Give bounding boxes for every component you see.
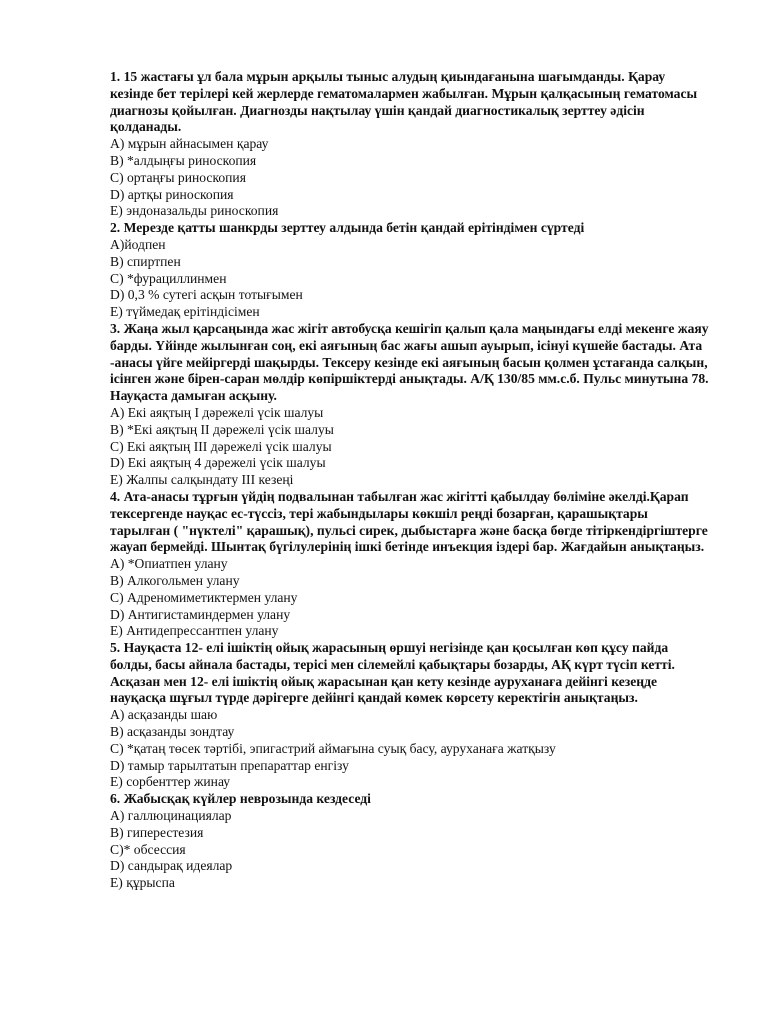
answer-option: С) ортаңғы риноскопия <box>110 169 246 185</box>
answer-option: В) *алдыңғы риноскопия <box>110 152 257 168</box>
answer-option: А)йодпен <box>110 236 166 252</box>
question-block-1 <box>110 69 710 220</box>
answer-option: D) 0,3 % сутегі асқын тотығымен <box>110 287 303 303</box>
answer-option: Е) құрыспа <box>110 875 175 891</box>
question-text: 6. Жабысқақ күйлер неврозында кездеседі <box>110 791 371 807</box>
answer-option: D) артқы риноскопия <box>110 186 234 202</box>
answer-option: D) сандырақ идеялар <box>110 858 233 874</box>
answer-option: Е) Жалпы салқындату III кезеңі <box>110 472 294 488</box>
answer-option: Е) сорбенттер жинау <box>110 774 231 790</box>
answer-option: А) асқазанды шаю <box>110 707 218 723</box>
answer-option: А) *Опиатпен улану <box>110 556 228 572</box>
answer-option: С) Екі аяқтың III дәрежелі үсік шалуы <box>110 438 332 454</box>
answer-option: В) *Екі аяқтың II дәрежелі үсік шалуы <box>110 421 334 437</box>
answer-option: D) Екі аяқтың 4 дәрежелі үсік шалуы <box>110 455 326 471</box>
answer-option: В) гиперестезия <box>110 824 204 840</box>
answer-option: С) *қатаң төсек тәртібі, эпигастрий аймағына суық басу, ауруханаға жатқызу <box>110 740 556 756</box>
answer-option: D) тамыр тарылтатын препараттар енгізу <box>110 757 349 773</box>
question-block-4 <box>110 489 710 640</box>
question-block-3 <box>110 321 710 489</box>
answer-option: В) асқазанды зондтау <box>110 724 235 740</box>
question-block-5 <box>110 640 710 791</box>
test-questions <box>110 69 710 892</box>
answer-option: D) Антигистаминдермен улану <box>110 606 291 622</box>
answer-option: В) спиртпен <box>110 253 181 269</box>
answer-option: С)* обсессия <box>110 841 186 857</box>
answer-option: С) *фурациллинмен <box>110 270 227 286</box>
answer-option: Е) түймедақ ерітіндісімен <box>110 304 260 320</box>
question-text: 4. Ата-анасы тұрғын үйдің подвалынан табылған жас жігітті қабылдау бөліміне әкелді.Қарап тексергенде науқас ес-түссіз, тері жабындылары көкшіл реңді бозарған, қарашықтары тарылған ( "нүктелі" қарашық), пульсі сирек, дыбыстарға және басқа бөгде тітіркендіргіштерге жауап бермейді. Шынтақ бүгілулерінің ішкі бетінде инъекция іздері бар. Жағдайын анықтаңыз. <box>110 488 708 555</box>
question-block-6 <box>110 791 710 892</box>
answer-option: А) Екі аяқтың I дәрежелі үсік шалуы <box>110 404 324 420</box>
question-text: 5. Науқаста 12- елі ішіктің ойық жарасының өршуі негізінде қан қосылған көп құсу пайда болды, басы айнала бастады, терісі мен сілемейлі қабықтары бозарды, АҚ күрт түсіп кетті. Асқазан мен 12- елі ішіктің ойық жарасынан қан кету кезінде ауруханаға дейінгі кезеңде науқасқа шұғыл түрде дәрігерге дейінгі қандай көмек көрсету керектігін анықтаңыз. <box>110 640 675 706</box>
question-text: 1. 15 жастағы ұл бала мұрын арқылы тыныс алудың қиындағанына шағымданды. Қарау кезінде бет терілері кей жерлерде гематомалармен жабылған. Мұрын қалқасының гематомасы диагнозы қойылған. Диагнозды нақтылау үшін қандай диагностикалық зерттеу әдісін қолданады. <box>110 69 698 135</box>
answer-option: Е) Антидепрессантпен улану <box>110 623 279 639</box>
question-text: 2. Мерезде қатты шанкрды зерттеу алдында бетін қандай ерітіндімен сүртеді <box>110 220 585 236</box>
answer-option: А) галлюцинациялар <box>110 808 232 824</box>
question-text: 3. Жаңа жыл қарсаңында жас жігіт автобусқа кешігіп қалып қала маңындағы елді мекенге жаяу барды. Үйінде жылынған соң, екі аяғының бас жағы ашып ауырып, ісінуі күшейе бастады. Ата -анасы үйге мейіргерді шақырды. Тексеру кезінде екі аяғының басын қолмен ұстағанда салқын, ісінген және бірен-саран мөлдір көпіршіктерді анықтады. А/Қ 130/85 мм.с.б. Пульс минутына 78. Науқаста дамыған асқыну. <box>110 320 709 404</box>
answer-option: Е) эндоназальды риноскопия <box>110 203 279 219</box>
answer-option: В) Алкогольмен улану <box>110 572 240 588</box>
answer-option: А) мұрын айнасымен қарау <box>110 136 269 152</box>
question-block-2 <box>110 220 710 321</box>
answer-option: С) Адреномиметиктермен улану <box>110 589 298 605</box>
